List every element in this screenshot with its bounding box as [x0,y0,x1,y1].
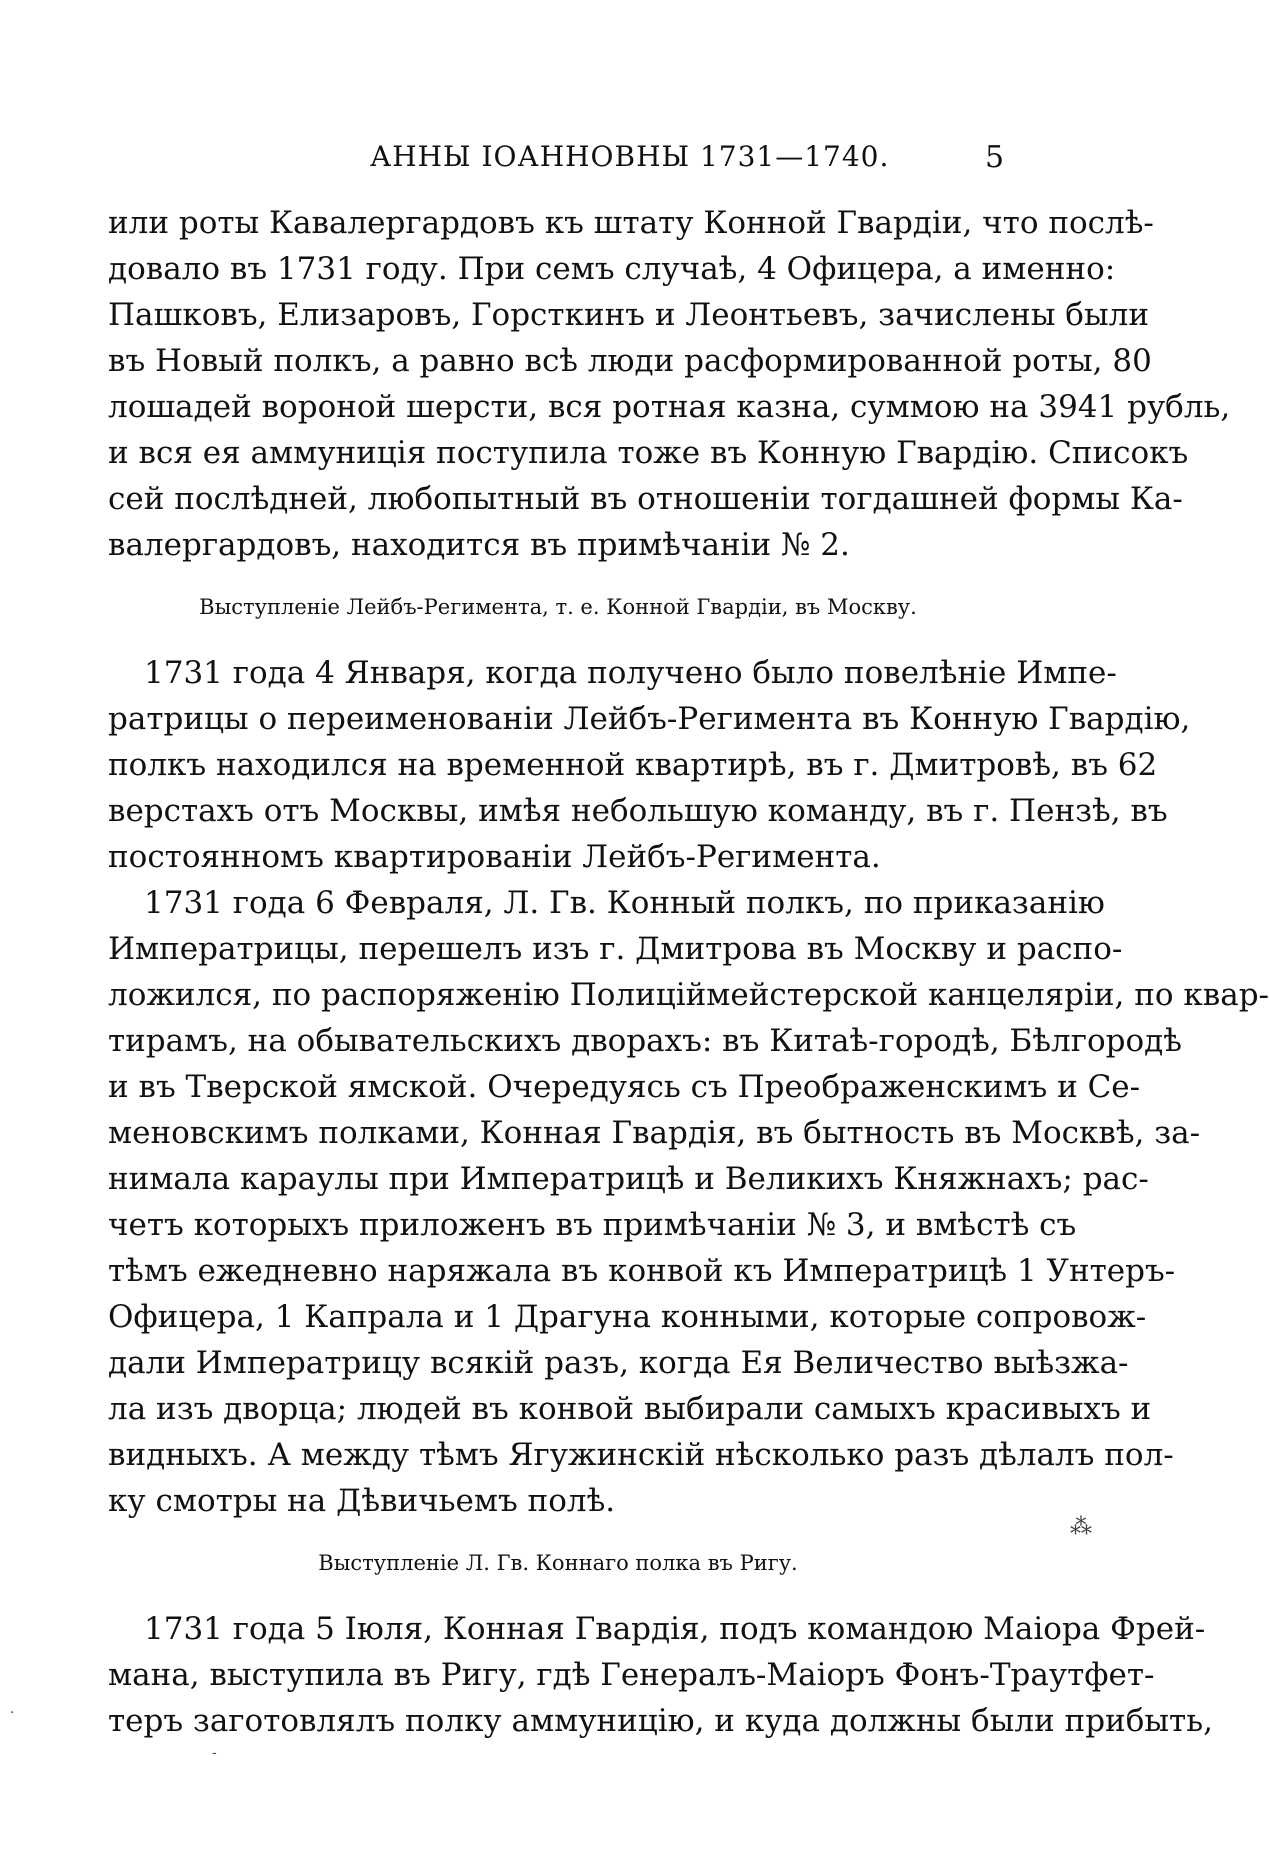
running-head [0,140,1140,190]
text-line: сей послѣдней, любопытный въ отношеніи тогдашней формы Ка- [108,481,1183,517]
text-line: валергардовъ, находится въ примѣчаніи № 2. [108,527,850,563]
text-line: 1731 года 5 Іюля, Конная Гвардія, подъ командою Маіора Фрей- [144,1611,1206,1647]
text-line: постоянномъ квартированіи Лейбъ-Регимента. [108,839,881,875]
text-line: Офицера, 1 Капрала и 1 Драгуна конными, которые сопровож- [108,1299,1147,1335]
text-line: мана, выступила въ Ригу, гдѣ Генералъ-Маіоръ Фонъ-Траутфет- [108,1657,1155,1693]
text-line: четъ которыхъ приложенъ въ примѣчаніи № 3, и вмѣстѣ съ [108,1207,1077,1243]
text-line: Пашковъ, Елизаровъ, Горсткинъ и Леонтьевъ, зачислены были [108,297,1149,333]
text-line: ратрицы о переименованіи Лейбъ-Регимента въ Конную Гвардію, [108,701,1191,737]
text-line: полкъ находился на временной квартирѣ, въ г. Дмитровѣ, въ 62 [108,747,1158,783]
text-line: лошадей вороной шерсти, вся ротная казна, суммою на 3941 рубль, [108,389,1231,425]
scan-speck-mark: - [212,1745,217,1761]
text-line: ложился, по распоряженію Полиціймейстерской канцеляріи, по квар- [108,977,1269,1013]
scan-speck-mark: ⁂ [1070,1515,1092,1540]
text-line: тѣмъ ежедневно наряжала въ конвой къ Императрицѣ 1 Унтеръ- [108,1253,1176,1289]
paragraph [108,880,1269,1524]
text-line: и въ Тверской ямской. Очередуясь съ Преображенскимъ и Се- [108,1069,1141,1105]
paragraph [108,1606,1213,1744]
paragraph [108,650,1191,880]
text-block [108,200,1269,1744]
running-title: АННЫ ІОАННОВНЫ 1731—1740. [370,140,890,173]
scan-speck-mark: · [10,1705,15,1721]
text-line: 1731 года 4 Января, когда получено было повелѣніе Импе- [144,655,1117,691]
text-line: Императрицы, перешелъ изъ г. Дмитрова въ Москву и распо- [108,931,1123,967]
text-line: въ Новый полкъ, а равно всѣ люди расформированной роты, 80 [108,343,1152,379]
text-line: тирамъ, на обывательскихъ дворахъ: въ Китаѣ-городѣ, Бѣлгородѣ [108,1023,1182,1059]
paragraph [108,200,1231,568]
text-line: довало въ 1731 году. При семъ случаѣ, 4 Офицера, а именно: [108,251,1116,287]
text-line: 1731 года 6 Февраля, Л. Гв. Конный полкъ, по приказанію [144,885,1105,921]
section-heading: Выступленіе Лейбъ-Регимента, т. е. Конной Гвардіи, въ Москву. [199,595,917,619]
text-line: видныхъ. А между тѣмъ Ягужинскій нѣсколько разъ дѣлалъ пол- [108,1437,1174,1473]
text-line: теръ заготовлялъ полку аммуницію, и куда должны были прибыть, [108,1703,1213,1739]
text-line: меновскимъ полками, Конная Гвардія, въ бытность въ Москвѣ, за- [108,1115,1201,1151]
section-heading: Выступленіе Л. Гв. Коннаго полка въ Ригу. [318,1551,798,1575]
page-number: 5 [985,140,1005,175]
text-line: ла изъ дворца; людей въ конвой выбирали самыхъ красивыхъ и [108,1391,1152,1427]
text-line: верстахъ отъ Москвы, имѣя небольшую команду, въ г. Пензѣ, въ [108,793,1168,829]
text-line: ку смотры на Дѣвичьемъ полѣ. [108,1483,616,1519]
text-line: или роты Кавалергардовъ къ штату Конной Гвардіи, что послѣ- [108,205,1154,241]
text-line: нимала караулы при Императрицѣ и Великихъ Княжнахъ; рас- [108,1161,1149,1197]
text-line: и вся ея аммуниція поступила тоже въ Конную Гвардію. Списокъ [108,435,1189,471]
text-line: дали Императрицу всякій разъ, когда Ея Величество выѣзжа- [108,1345,1129,1381]
